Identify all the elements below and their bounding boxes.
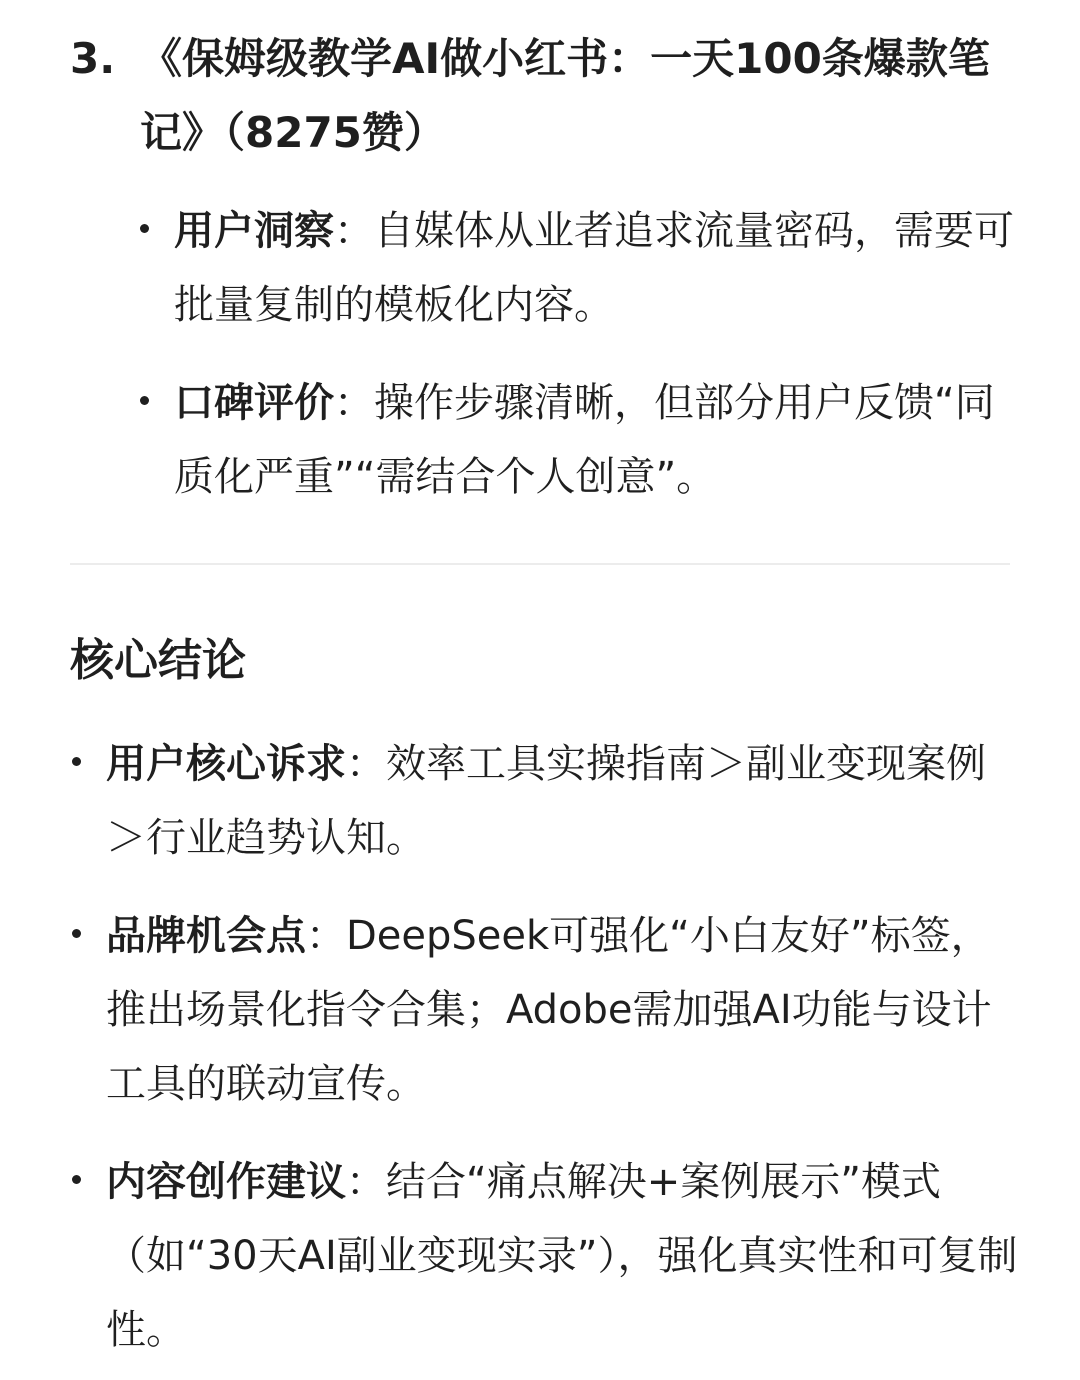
- bullet-dot-icon: [140, 224, 149, 233]
- bullet-dot-icon: [72, 1175, 81, 1184]
- bullet-label: 口碑评价: [174, 380, 334, 426]
- bullet-label: 用户洞察: [174, 208, 334, 254]
- bullet-text: 结合“痛点解决+案例展示”模式（如“30天AI副业变现实录”），强化真实性和可复制性。: [106, 1159, 1018, 1353]
- conclusion-list: [72, 727, 1022, 1367]
- bullet-dot-icon: [140, 396, 149, 405]
- section-divider: [70, 563, 1010, 565]
- item-number: 3.: [70, 34, 116, 83]
- bullet-separator: ：: [334, 380, 374, 426]
- bullet-label: 品牌机会点: [106, 913, 306, 959]
- bullet-text: 效率工具实操指南＞副业变现案例＞行业趋势认知。: [106, 741, 986, 861]
- bullet-separator: ：: [346, 1159, 386, 1205]
- bullet-label: 内容创作建议: [106, 1159, 346, 1205]
- list-item: [72, 1145, 1022, 1367]
- bullet-separator: ：: [306, 913, 346, 959]
- section-title: 核心结论: [70, 635, 246, 686]
- bullet-dot-icon: [72, 929, 81, 938]
- bullet-separator: ：: [346, 741, 386, 787]
- bullet-label: 用户核心诉求: [106, 741, 346, 787]
- bullet-dot-icon: [72, 757, 81, 766]
- item-bullet-list: [140, 194, 1020, 514]
- list-item: [72, 899, 1022, 1121]
- list-item: [140, 366, 1020, 514]
- numbered-item-3: [70, 22, 1030, 170]
- bullet-text: 自媒体从业者追求流量密码，需要可批量复制的模板化内容。: [174, 208, 1014, 328]
- bullet-text: DeepSeek可强化“小白友好”标签，推出场景化指令合集；Adobe需加强AI功能与设计工具的联动宣传。: [106, 913, 992, 1107]
- bullet-separator: ：: [334, 208, 374, 254]
- list-item: [140, 194, 1020, 342]
- list-item: [72, 727, 1022, 875]
- item-title: 《保姆级教学AI做小红书：一天100条爆款笔记》（8275赞）: [140, 34, 990, 157]
- bullet-text: 操作步骤清晰，但部分用户反馈“同质化严重”“需结合个人创意”。: [174, 380, 995, 500]
